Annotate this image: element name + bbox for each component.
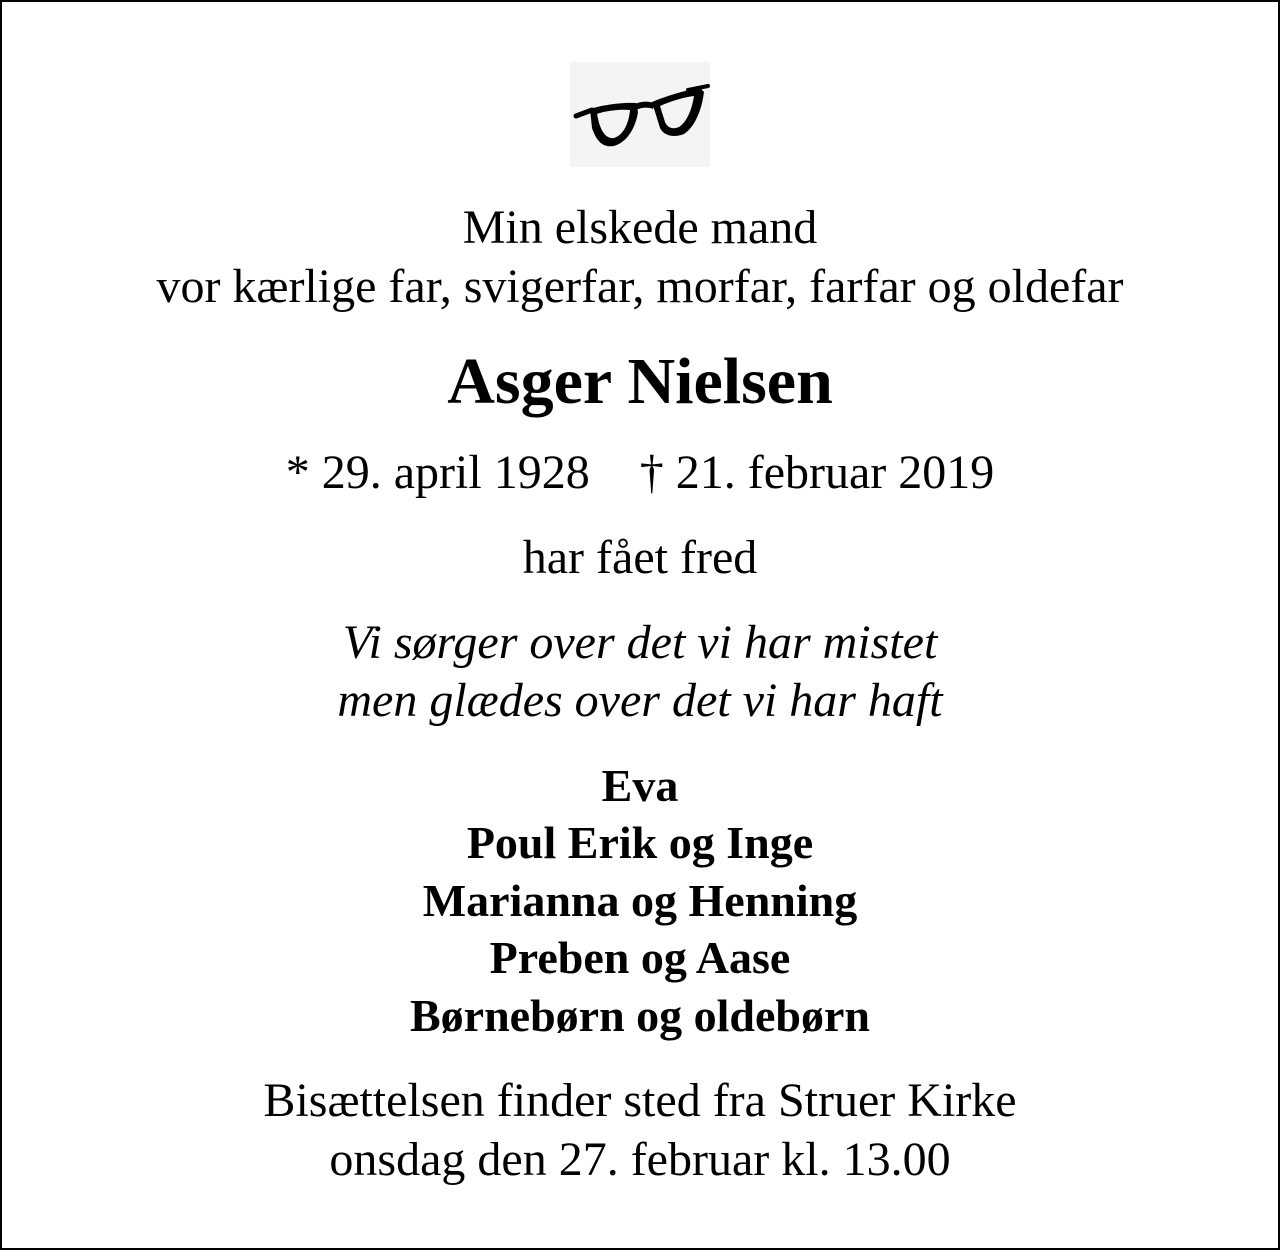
glasses-icon [570, 62, 710, 167]
intro-line-1: Min elskede mand [462, 201, 818, 254]
birth-date: * 29. april 1928 [285, 446, 590, 499]
mourner-name: Eva [601, 760, 679, 811]
mourner-name: Poul Erik og Inge [466, 817, 814, 868]
peace-line: har fået fred [522, 531, 758, 584]
mourner-name: Marianna og Henning [422, 875, 858, 926]
mourner-name: Børnebørn og oldebørn [409, 990, 871, 1041]
service-line-2: onsdag den 27. februar kl. 13.00 [329, 1133, 951, 1186]
service-line-1: Bisættelsen finder sted fra Struer Kirke [263, 1074, 1017, 1127]
deceased-name: Asger Nielsen [447, 345, 833, 418]
glasses-emblem [570, 62, 710, 167]
intro-line-2: vor kærlige far, svigerfar, morfar, farfar og oldefar [156, 260, 1124, 313]
life-dates [0, 446, 1280, 499]
verse-line-2: men glædes over det vi har haft [337, 674, 943, 727]
verse-line-1: Vi sørger over det vi har mistet [342, 616, 938, 669]
death-date: † 21. februar 2019 [639, 446, 995, 499]
mourner-name: Preben og Aase [489, 932, 791, 983]
